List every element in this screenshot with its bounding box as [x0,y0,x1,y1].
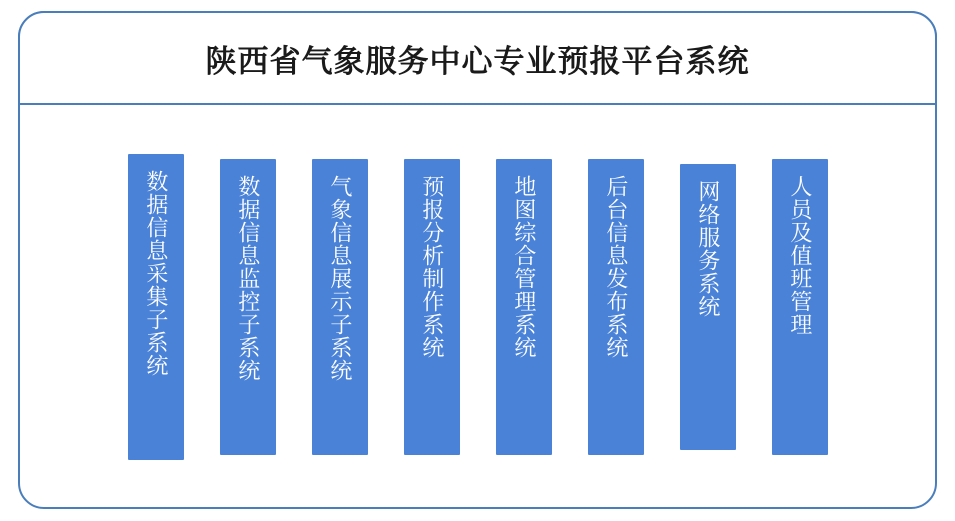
module-map-management[interactable] [496,159,552,455]
page-title: 陕西省气象服务中心专业预报平台系统 [205,43,750,79]
system-title-bar [18,11,937,105]
module-label: 数据信息采集子系统 [143,170,169,377]
module-network-service[interactable] [680,164,736,450]
module-weather-display[interactable] [312,159,368,455]
module-label: 预报分析制作系统 [419,175,445,359]
module-data-monitoring[interactable] [220,159,276,455]
module-label: 人员及值班管理 [787,175,813,336]
module-label: 气象信息展示子系统 [327,175,353,382]
module-forecast-production[interactable] [404,159,460,455]
module-label: 网络服务系统 [695,180,721,318]
module-label: 数据信息监控子系统 [235,175,261,382]
module-label: 后台信息发布系统 [603,175,629,359]
module-backend-publishing[interactable] [588,159,644,455]
module-data-collection[interactable] [128,154,184,460]
module-label: 地图综合管理系统 [511,175,537,359]
module-staff-duty-management[interactable] [772,159,828,455]
module-row [18,105,937,509]
